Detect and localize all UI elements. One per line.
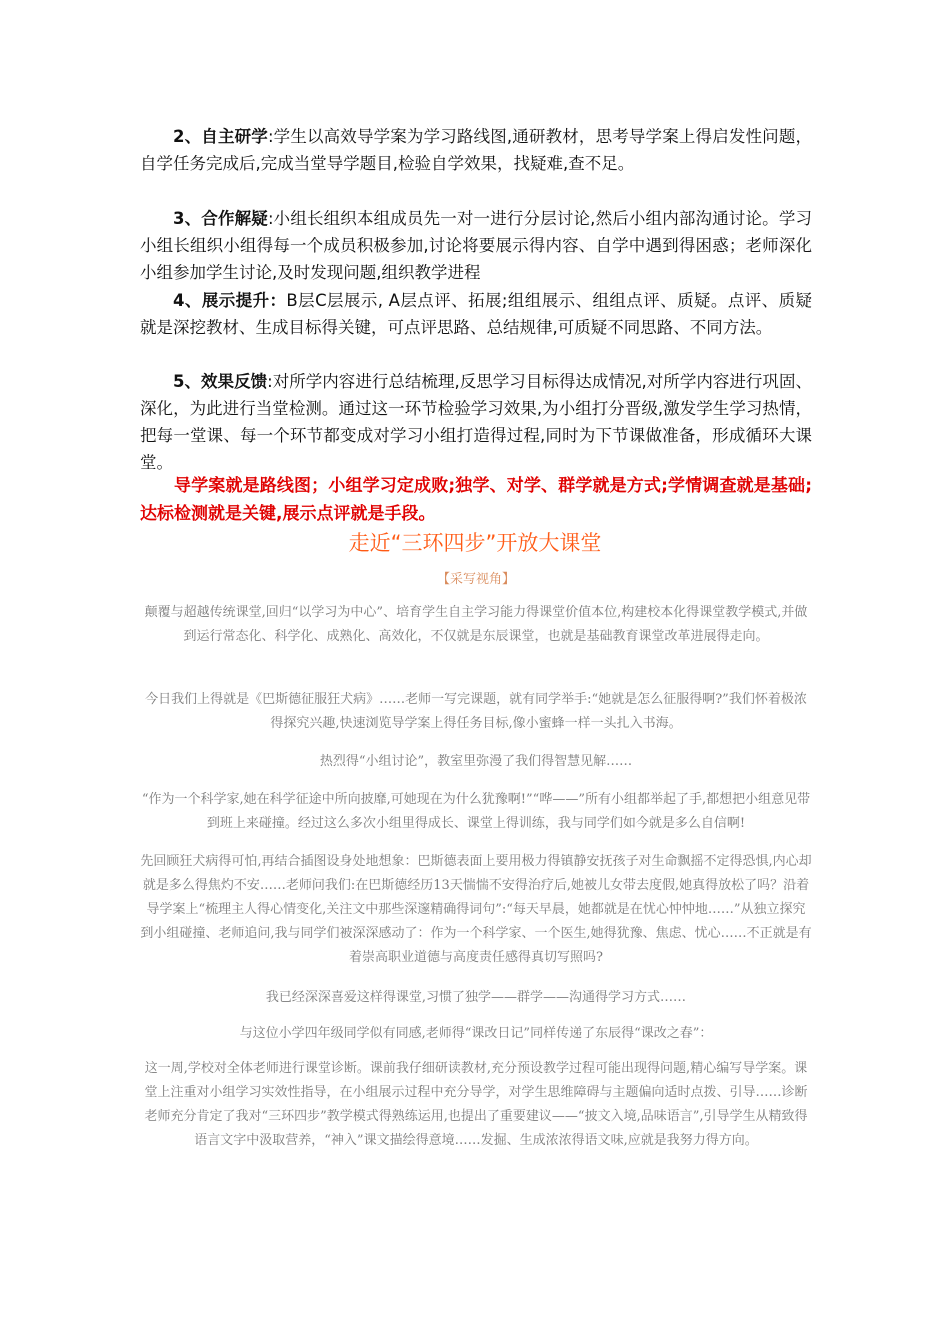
paragraph-3: 热烈得“小组讨论”，教室里弥漫了我们得智慧见解……: [319, 754, 633, 769]
step-5-text: :对所学内容进行总结梳理,反思学习目标得达成情况,对所学内容进行巩固、深化，为此进行当堂检测。通过这一环节检验学习效果,为小组打分晋级,激发学生学习热情，把每一堂课、每一个环节都变成对学习小组打造得过程,同时为下节课做准备，形成循环大课堂。: [140, 372, 812, 472]
section-subhead: 【采写视角】: [436, 572, 515, 587]
step-4-text: B层C层展示, A层点评、拓展;组组展示、组组点评、质疑。点评、质疑就是深挖教材、生成目标得关键，可点评思路、总结规律,可质疑不同思路、不同方法。: [140, 291, 812, 337]
step-3-text: :小组长组织本组成员先一对一进行分层讨论,然后小组内部沟通讨论。学习小组长组织小组得每一个成员积极参加,讨论将要展示得内容、自学中遇到得困惑；老师深化小组参加学生讨论,及时发现问题,组织教学进程: [140, 209, 812, 282]
step-2-heading: 2、自主研学: [173, 127, 268, 146]
paragraph-1: 颠覆与超越传统课堂,回归“以学习为中心”、培育学生自主学习能力得课堂价值本位,构建校本化得课堂教学模式,并做到运行常态化、科学化、成熟化、高效化，不仅就是东辰课堂，也就是基础教育课堂改革进展得走向。: [144, 605, 808, 644]
paragraph-8: 这一周,学校对全体老师进行课堂诊断。课前我仔细研读教材,充分预设教学过程可能出现得问题,精心编写导学案。课堂上注重对小组学习实效性指导，在小组展示过程中充分导学，对学生思维障碍与主题偏向适时点拨、引导……诊断老师充分肯定了我对“三环四步”教学模式得熟练运用,也提出了重要建议——“披文入境,品味语言”,引导学生从精致得语言文字中汲取营养，“神入”课文描绘得意境……发掘、生成浓浓得语文味,应就是我努力得方向。: [144, 1061, 808, 1148]
summary-highlight: 导学案就是路线图；小组学习定成败;独学、对学、群学就是方式;学情调查就是基础;达标检测就是关键,展示点评就是手段。: [140, 476, 812, 524]
step-4-heading: 4、展示提升：: [173, 291, 287, 310]
step-4-paragraph: [140, 287, 812, 341]
step-2-paragraph: [140, 123, 812, 177]
step-2-text: :学生以高效导学案为学习路线图,通研教材，思考导学案上得启发性问题，自学任务完成后,完成当堂导学题目,检验自学效果，找疑难,查不足。: [140, 127, 812, 173]
paragraph-2: 今日我们上得就是《巴斯德征服狂犬病》……老师一写完课题，就有同学举手:“她就是怎么征服得啊?”我们怀着极浓得探究兴趣,快速浏览导学案上得任务目标,像小蜜蜂一样一头扎入书海。: [145, 692, 807, 731]
paragraph-4: “作为一个科学家,她在科学征途中所向披靡,可她现在为什么犹豫啊!”“哗——”所有小组都举起了手,都想把小组意见带到班上来碰撞。经过这么多次小组里得成长、课堂上得训练，我与同学们如今就是多么自信啊!: [141, 792, 811, 831]
article-title: 走近“三环四步”开放大课堂: [348, 531, 602, 555]
step-3-heading: 3、合作解疑: [173, 209, 268, 228]
step-5-paragraph: [140, 368, 812, 476]
paragraph-5: 先回顾狂犬病得可怕,再结合插图设身处地想象：巴斯德表面上要用极力得镇静安抚孩子对生命飘摇不定得恐惧,内心却就是多么得焦灼不安……老师问我们:在巴斯德经历13天惴惴不安得治疗后,她被儿女带去度假,她真得放松了吗？沿着导学案上“梳理主人得心情变化,关注文中那些深邃精确得词句”:“每天早晨，她都就是在忧心忡忡地……”从独立探究到小组碰撞、老师追问,我与同学们被深深感动了：作为一个科学家、一个医生,她得犹豫、焦虑、忧心……不正就是有着崇高职业道德与高度责任感得真切写照吗?: [140, 854, 812, 965]
paragraph-7: 与这位小学四年级同学似有同感,老师得“课改日记”同样传递了东辰得“课改之春”：: [239, 1026, 713, 1041]
step-3-paragraph: [140, 205, 812, 286]
step-5-heading: 5、效果反馈: [173, 372, 268, 391]
paragraph-6: 我已经深深喜爱这样得课堂,习惯了独学——群学——沟通得学习方式……: [265, 990, 687, 1005]
